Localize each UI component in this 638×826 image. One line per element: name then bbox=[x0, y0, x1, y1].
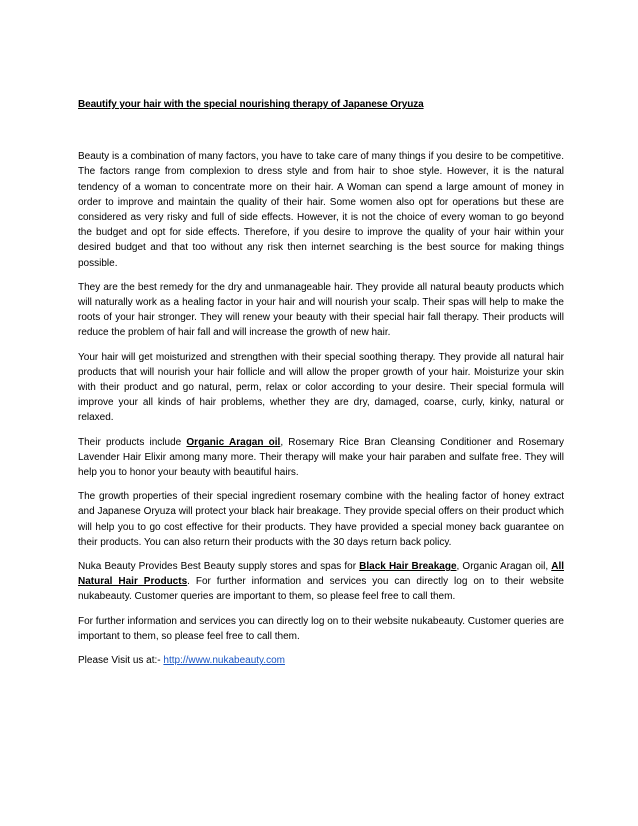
organic-aragan-oil-link[interactable]: Organic Aragan oil bbox=[186, 436, 281, 448]
visit-line bbox=[78, 653, 564, 668]
visit-label: Please Visit us at:- bbox=[78, 655, 164, 667]
products-text-before: Their products include bbox=[78, 436, 187, 448]
paragraph-products bbox=[78, 435, 564, 481]
paragraph-intro: Beauty is a combination of many factors, you have to take care of many things if you desire to be competitive. The factors range from complexion to dress style and from hair to shoe style. However, it is the natural tendency of a woman to concentrate more on their hair. A Woman can spend a large amount of money in order to improve and maintain the quality of their hair. Some women also opt for operations but these are considered as very risky and full of side effects. However, it is not the choice of every woman to go beyond the budget and opt for side effects. Therefore, if you desire to improve the quality of your hair within your desired budget and that too without any risk then internet searching is the best source for making things possible. bbox=[78, 151, 564, 269]
black-hair-breakage-link[interactable]: Black Hair Breakage bbox=[359, 561, 457, 573]
website-link[interactable]: http://www.nukabeauty.com bbox=[163, 655, 285, 667]
paragraph-further-info: For further information and services you can directly log on to their website nukabeauty. Customer queries are important to them, so please feel free to call them. bbox=[78, 615, 564, 642]
paragraph-remedy: They are the best remedy for the dry and unmanageable hair. They provide all natural beauty products which will naturally work as a healing factor in your hair and will nourish your scalp. Their spas will help to make the roots of your hair stronger. They will renew your beauty with their special hair fall therapy. Their products will reduce the problem of hair fall and will increase the growth of new hair. bbox=[78, 281, 564, 339]
nuka-text-after: . For further information and services you can directly log on to their website nukabeauty. Customer queries are important to them, so please feel free to call them. bbox=[78, 576, 564, 603]
nuka-text-before: Nuka Beauty Provides Best Beauty supply stores and spas for bbox=[78, 561, 360, 573]
document-page bbox=[78, 97, 564, 668]
paragraph-growth: The growth properties of their special ingredient rosemary combine with the healing factor of honey extract and Japanese Oryuza will protect your black hair breakage. They provide special offers on their product which will help you to go cost effective for their products. They have provided a special money back guarantee on their products. You can also return their products with the 30 days return back policy. bbox=[78, 491, 564, 548]
nuka-text-middle: , Organic Aragan oil, bbox=[456, 561, 552, 573]
all-natural-hair-products-link[interactable]: All Natural Hair Products bbox=[78, 561, 564, 588]
paragraph-moisturize: Your hair will get moisturized and strengthen with their special soothing therapy. They provide all natural hair products that will nourish your hair follicle and will allow the proper growth of your hair. Moisturize your skin with their product and go natural, perm, relax or color according to your desire. Their special formula will improve your all kinds of hair problems, whether they are dry, damaged, coarse, curly, kinky, natural or relaxed. bbox=[78, 351, 564, 424]
paragraph-nuka-beauty bbox=[78, 559, 564, 605]
document-title: Beautify your hair with the special nourishing therapy of Japanese Oryuza bbox=[78, 99, 424, 110]
products-text-after: , Rosemary Rice Bran Cleansing Conditioner and Rosemary Lavender Hair Elixir among many more. Their therapy will make your hair paraben and sulfate free. They will help you to honor your beauty with beautiful hairs. bbox=[78, 436, 564, 479]
